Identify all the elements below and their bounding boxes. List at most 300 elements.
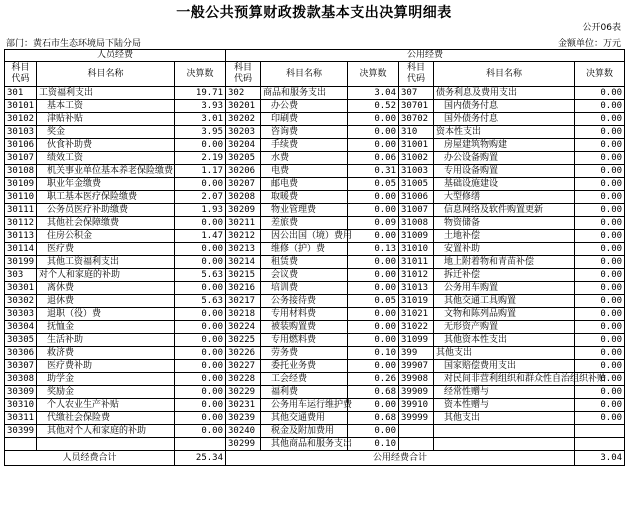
public-b-code-cell: 31003	[399, 165, 434, 178]
personnel-code-cell: 30301	[5, 282, 37, 295]
public-b-code-cell: 307	[399, 87, 434, 100]
public-b-amount-cell: 0.00	[575, 360, 625, 373]
public-b-name-cell: 土地补偿	[434, 230, 575, 243]
personnel-amount-cell: 0.00	[175, 178, 226, 191]
public-a-name-cell: 印刷费	[261, 113, 348, 126]
public-a-amount-cell: 0.00	[348, 360, 399, 373]
public-b-name-cell: 资本性赠与	[434, 399, 575, 412]
public-b-amount-cell: 0.00	[575, 347, 625, 360]
personnel-name-cell: 职业年金缴费	[37, 178, 175, 191]
public-b-amount-cell: 0.00	[575, 178, 625, 191]
personnel-code-cell	[5, 438, 37, 451]
public-b-code-cell: 31002	[399, 152, 434, 165]
personnel-amount-cell: 5.63	[175, 295, 226, 308]
public-a-name-cell: 商品和服务支出	[261, 87, 348, 100]
public-b-amount-cell: 0.00	[575, 152, 625, 165]
public-a-amount-cell: 0.00	[348, 399, 399, 412]
header-name: 科目名称	[434, 62, 575, 87]
public-a-amount-cell: 0.00	[348, 256, 399, 269]
public-a-amount-cell: 0.05	[348, 178, 399, 191]
personnel-code-cell: 30110	[5, 191, 37, 204]
public-b-code-cell: 39908	[399, 373, 434, 386]
department-label: 部门：黄石市生态环境局下陆分局	[6, 39, 142, 49]
public-a-name-cell: 其他商品和服务支出	[261, 438, 348, 451]
public-a-code-cell: 30206	[226, 165, 261, 178]
public-b-code-cell: 31013	[399, 282, 434, 295]
public-b-name-cell: 大型修缮	[434, 191, 575, 204]
public-a-amount-cell: 0.31	[348, 165, 399, 178]
public-a-amount-cell: 0.06	[348, 152, 399, 165]
public-a-code-cell: 30204	[226, 139, 261, 152]
public-b-code-cell	[399, 425, 434, 438]
public-b-amount-cell: 0.00	[575, 295, 625, 308]
personnel-name-cell: 抚恤金	[37, 321, 175, 334]
public-b-code-cell: 30702	[399, 113, 434, 126]
public-b-amount-cell: 0.00	[575, 269, 625, 282]
personnel-name-cell: 奖励金	[37, 386, 175, 399]
public-a-name-cell: 邮电费	[261, 178, 348, 191]
personnel-amount-cell: 0.00	[175, 399, 226, 412]
header-personnel: 人员经费	[5, 50, 226, 62]
table-code: 公开06表	[582, 23, 621, 33]
table-row	[5, 256, 625, 269]
public-a-amount-cell: 3.04	[348, 87, 399, 100]
personnel-amount-cell: 0.00	[175, 308, 226, 321]
public-b-amount-cell: 0.00	[575, 321, 625, 334]
public-b-code-cell: 31005	[399, 178, 434, 191]
table-row	[5, 412, 625, 425]
public-a-name-cell: 劳务费	[261, 347, 348, 360]
personnel-name-cell: 对个人和家庭的补助	[37, 269, 175, 282]
public-b-code-cell: 31006	[399, 191, 434, 204]
personnel-name-cell: 公务员医疗补助缴费	[37, 204, 175, 217]
personnel-code-cell: 30399	[5, 425, 37, 438]
personnel-code-cell: 30103	[5, 126, 37, 139]
personnel-amount-cell	[175, 438, 226, 451]
public-a-code-cell: 30218	[226, 308, 261, 321]
personnel-code-cell: 303	[5, 269, 37, 282]
public-a-amount-cell: 0.05	[348, 295, 399, 308]
public-a-amount-cell: 0.68	[348, 412, 399, 425]
public-b-name-cell: 其他资本性支出	[434, 334, 575, 347]
public-b-name-cell: 拆迁补偿	[434, 269, 575, 282]
personnel-code-cell: 30306	[5, 347, 37, 360]
personnel-code-cell: 30199	[5, 256, 37, 269]
public-a-name-cell: 公务接待费	[261, 295, 348, 308]
table-row	[5, 386, 625, 399]
public-a-code-cell: 30205	[226, 152, 261, 165]
public-b-code-cell	[399, 438, 434, 451]
public-a-name-cell: 福利费	[261, 386, 348, 399]
public-a-code-cell: 30216	[226, 282, 261, 295]
table-row	[5, 334, 625, 347]
public-b-code-cell: 31007	[399, 204, 434, 217]
public-b-name-cell: 国家赔偿费用支出	[434, 360, 575, 373]
personnel-name-cell: 医疗费	[37, 243, 175, 256]
personnel-amount-cell: 0.00	[175, 217, 226, 230]
personnel-name-cell: 医疗费补助	[37, 360, 175, 373]
public-b-amount-cell: 0.00	[575, 386, 625, 399]
public-a-amount-cell: 0.00	[348, 334, 399, 347]
personnel-amount-cell: 0.00	[175, 373, 226, 386]
table-row	[5, 230, 625, 243]
personnel-code-cell: 30304	[5, 321, 37, 334]
public-b-amount-cell: 0.00	[575, 373, 625, 386]
personnel-amount-cell: 5.63	[175, 269, 226, 282]
personnel-amount-cell: 0.00	[175, 334, 226, 347]
public-a-code-cell: 30299	[226, 438, 261, 451]
table-row	[5, 165, 625, 178]
table-row	[5, 87, 625, 100]
public-a-name-cell: 因公出国（境）费用	[261, 230, 348, 243]
personnel-amount-cell: 0.00	[175, 139, 226, 152]
public-b-code-cell: 31012	[399, 269, 434, 282]
personnel-name-cell: 助学金	[37, 373, 175, 386]
public-a-amount-cell: 0.00	[348, 308, 399, 321]
table-row	[5, 152, 625, 165]
public-total-value: 3.04	[575, 451, 625, 466]
header-amount: 决算数	[175, 62, 226, 87]
personnel-code-cell: 30106	[5, 139, 37, 152]
public-b-amount-cell: 0.00	[575, 87, 625, 100]
personnel-code-cell: 30111	[5, 204, 37, 217]
public-b-amount-cell: 0.00	[575, 230, 625, 243]
header-code: 科目 代码	[399, 62, 434, 87]
personnel-name-cell: 个人农业生产补贴	[37, 399, 175, 412]
personnel-amount-cell: 3.01	[175, 113, 226, 126]
personnel-code-cell: 30112	[5, 217, 37, 230]
personnel-name-cell: 津贴补贴	[37, 113, 175, 126]
public-b-name-cell: 信息网络及软件购置更新	[434, 204, 575, 217]
public-b-amount-cell	[575, 425, 625, 438]
table-row	[5, 308, 625, 321]
personnel-amount-cell: 0.00	[175, 282, 226, 295]
personnel-code-cell: 30311	[5, 412, 37, 425]
personnel-name-cell: 机关事业单位基本养老保险缴费	[37, 165, 175, 178]
public-b-name-cell: 其他交通工具购置	[434, 295, 575, 308]
public-a-name-cell: 维修（护）费	[261, 243, 348, 256]
personnel-name-cell: 住房公积金	[37, 230, 175, 243]
public-b-code-cell: 39909	[399, 386, 434, 399]
public-b-name-cell	[434, 438, 575, 451]
public-b-name-cell: 债务利息及费用支出	[434, 87, 575, 100]
table-row	[5, 399, 625, 412]
table-row	[5, 321, 625, 334]
header-code: 科目 代码	[5, 62, 37, 87]
public-b-code-cell: 39910	[399, 399, 434, 412]
header-amount: 决算数	[348, 62, 399, 87]
personnel-name-cell: 绩效工资	[37, 152, 175, 165]
personnel-amount-cell: 3.93	[175, 100, 226, 113]
personnel-code-cell: 30114	[5, 243, 37, 256]
personnel-name-cell: 离休费	[37, 282, 175, 295]
personnel-amount-cell: 1.93	[175, 204, 226, 217]
public-a-code-cell: 30203	[226, 126, 261, 139]
public-b-code-cell: 31010	[399, 243, 434, 256]
public-total-label: 公用经费合计	[226, 451, 575, 466]
public-a-code-cell: 30212	[226, 230, 261, 243]
public-a-code-cell: 30229	[226, 386, 261, 399]
table-row	[5, 217, 625, 230]
public-a-code-cell: 30217	[226, 295, 261, 308]
public-b-amount-cell: 0.00	[575, 191, 625, 204]
personnel-amount-cell: 3.95	[175, 126, 226, 139]
public-b-code-cell: 31001	[399, 139, 434, 152]
public-b-code-cell: 31011	[399, 256, 434, 269]
public-b-amount-cell: 0.00	[575, 139, 625, 152]
personnel-amount-cell: 1.47	[175, 230, 226, 243]
table-row	[5, 347, 625, 360]
public-b-amount-cell: 0.00	[575, 126, 625, 139]
public-a-name-cell: 被装购置费	[261, 321, 348, 334]
public-b-name-cell: 资本性支出	[434, 126, 575, 139]
public-b-amount-cell: 0.00	[575, 100, 625, 113]
public-a-amount-cell: 0.00	[348, 191, 399, 204]
public-a-code-cell: 30215	[226, 269, 261, 282]
public-b-amount-cell: 0.00	[575, 243, 625, 256]
public-b-amount-cell: 0.00	[575, 165, 625, 178]
public-a-code-cell: 30211	[226, 217, 261, 230]
public-b-name-cell: 办公设备购置	[434, 152, 575, 165]
table-row	[5, 269, 625, 282]
public-b-code-cell: 399	[399, 347, 434, 360]
personnel-name-cell: 救济费	[37, 347, 175, 360]
public-b-code-cell: 31008	[399, 217, 434, 230]
personnel-amount-cell: 0.00	[175, 256, 226, 269]
personnel-code-cell: 30302	[5, 295, 37, 308]
header-name: 科目名称	[37, 62, 175, 87]
personnel-amount-cell: 0.00	[175, 347, 226, 360]
personnel-amount-cell: 0.00	[175, 412, 226, 425]
public-b-name-cell: 其他支出	[434, 347, 575, 360]
public-b-code-cell: 30701	[399, 100, 434, 113]
public-a-amount-cell: 0.26	[348, 373, 399, 386]
personnel-code-cell: 301	[5, 87, 37, 100]
public-b-name-cell: 基础设施建设	[434, 178, 575, 191]
public-b-amount-cell: 0.00	[575, 113, 625, 126]
personnel-name-cell: 退休费	[37, 295, 175, 308]
personnel-amount-cell: 0.00	[175, 243, 226, 256]
public-a-code-cell: 30228	[226, 373, 261, 386]
personnel-amount-cell: 2.19	[175, 152, 226, 165]
public-a-code-cell: 30201	[226, 100, 261, 113]
public-b-name-cell: 其他支出	[434, 412, 575, 425]
personnel-name-cell	[37, 438, 175, 451]
table-row	[5, 425, 625, 438]
public-b-name-cell: 国内债务付息	[434, 100, 575, 113]
personnel-name-cell: 伙食补助费	[37, 139, 175, 152]
personnel-code-cell: 30107	[5, 152, 37, 165]
public-a-code-cell: 302	[226, 87, 261, 100]
public-b-code-cell: 310	[399, 126, 434, 139]
public-a-code-cell: 30202	[226, 113, 261, 126]
personnel-name-cell: 退职（役）费	[37, 308, 175, 321]
public-b-amount-cell: 0.00	[575, 412, 625, 425]
header-amount: 决算数	[575, 62, 625, 87]
public-a-name-cell: 取暖费	[261, 191, 348, 204]
public-a-name-cell: 会议费	[261, 269, 348, 282]
public-a-amount-cell: 0.10	[348, 347, 399, 360]
personnel-name-cell: 职工基本医疗保险缴费	[37, 191, 175, 204]
personnel-amount-cell: 0.00	[175, 321, 226, 334]
personnel-name-cell: 代缴社会保险费	[37, 412, 175, 425]
personnel-amount-cell: 1.17	[175, 165, 226, 178]
public-a-code-cell: 30208	[226, 191, 261, 204]
table-row	[5, 243, 625, 256]
public-a-name-cell: 其他交通费用	[261, 412, 348, 425]
public-a-amount-cell: 0.00	[348, 204, 399, 217]
public-a-name-cell: 工会经费	[261, 373, 348, 386]
public-b-name-cell: 无形资产购置	[434, 321, 575, 334]
public-b-name-cell: 专用设备购置	[434, 165, 575, 178]
personnel-total-label: 人员经费合计	[5, 451, 175, 466]
table-row	[5, 100, 625, 113]
public-a-amount-cell: 0.00	[348, 269, 399, 282]
public-a-name-cell: 租赁费	[261, 256, 348, 269]
public-a-name-cell: 水费	[261, 152, 348, 165]
totals-row	[5, 451, 625, 466]
unit-label: 金额单位：万元	[557, 39, 621, 49]
public-a-name-cell: 专用燃料费	[261, 334, 348, 347]
public-a-name-cell: 物业管理费	[261, 204, 348, 217]
public-b-code-cell: 31022	[399, 321, 434, 334]
public-b-name-cell: 安置补助	[434, 243, 575, 256]
public-a-amount-cell: 0.68	[348, 386, 399, 399]
header-row-group	[5, 50, 625, 62]
public-a-name-cell: 办公费	[261, 100, 348, 113]
report-title: 一般公共预算财政拨款基本支出决算明细表	[176, 5, 452, 21]
public-a-name-cell: 公务用车运行维护费	[261, 399, 348, 412]
public-b-code-cell: 39907	[399, 360, 434, 373]
personnel-code-cell: 30310	[5, 399, 37, 412]
public-a-name-cell: 咨询费	[261, 126, 348, 139]
public-a-name-cell: 手续费	[261, 139, 348, 152]
public-b-name-cell: 对民间非营利组织和群众性自治组织补贴	[434, 373, 575, 386]
public-a-amount-cell: 0.52	[348, 100, 399, 113]
table-row	[5, 373, 625, 386]
header-name: 科目名称	[261, 62, 348, 87]
public-a-name-cell: 委托业务费	[261, 360, 348, 373]
table-row	[5, 191, 625, 204]
personnel-name-cell: 生活补助	[37, 334, 175, 347]
personnel-name-cell: 基本工资	[37, 100, 175, 113]
public-a-name-cell: 培训费	[261, 282, 348, 295]
public-b-name-cell: 文物和陈列品购置	[434, 308, 575, 321]
public-b-amount-cell: 0.00	[575, 204, 625, 217]
public-b-amount-cell	[575, 438, 625, 451]
public-a-code-cell: 30239	[226, 412, 261, 425]
public-a-code-cell: 30231	[226, 399, 261, 412]
public-a-amount-cell: 0.00	[348, 113, 399, 126]
table-row	[5, 178, 625, 191]
personnel-amount-cell: 2.07	[175, 191, 226, 204]
personnel-code-cell: 30113	[5, 230, 37, 243]
public-a-name-cell: 电费	[261, 165, 348, 178]
personnel-name-cell: 奖金	[37, 126, 175, 139]
public-a-name-cell: 税金及附加费用	[261, 425, 348, 438]
public-b-amount-cell: 0.00	[575, 217, 625, 230]
public-b-code-cell: 31019	[399, 295, 434, 308]
public-b-name-cell: 房屋建筑物购建	[434, 139, 575, 152]
public-b-name-cell	[434, 425, 575, 438]
public-a-name-cell: 专用材料费	[261, 308, 348, 321]
public-a-amount-cell: 0.00	[348, 282, 399, 295]
personnel-total-value: 25.34	[175, 451, 226, 466]
public-b-amount-cell: 0.00	[575, 334, 625, 347]
personnel-amount-cell: 0.00	[175, 386, 226, 399]
public-b-name-cell: 经常性赠与	[434, 386, 575, 399]
table-row	[5, 113, 625, 126]
personnel-code-cell: 30102	[5, 113, 37, 126]
public-b-amount-cell: 0.00	[575, 308, 625, 321]
public-a-code-cell: 30226	[226, 347, 261, 360]
header-row-columns	[5, 62, 625, 87]
public-a-amount-cell: 0.13	[348, 243, 399, 256]
public-a-amount-cell: 0.00	[348, 321, 399, 334]
personnel-amount-cell: 19.71	[175, 87, 226, 100]
table-row	[5, 295, 625, 308]
public-a-name-cell: 差旅费	[261, 217, 348, 230]
public-a-code-cell: 30214	[226, 256, 261, 269]
header-public: 公用经费	[226, 50, 625, 62]
public-b-name-cell: 公务用车购置	[434, 282, 575, 295]
table-row	[5, 204, 625, 217]
personnel-name-cell: 工资福利支出	[37, 87, 175, 100]
expenditure-table	[4, 49, 625, 466]
public-a-amount-cell: 0.00	[348, 139, 399, 152]
public-a-code-cell: 30209	[226, 204, 261, 217]
public-b-name-cell: 地上附着物和青苗补偿	[434, 256, 575, 269]
public-b-code-cell: 31009	[399, 230, 434, 243]
personnel-code-cell: 30108	[5, 165, 37, 178]
public-a-code-cell: 30213	[226, 243, 261, 256]
public-a-amount-cell: 0.00	[348, 425, 399, 438]
personnel-name-cell: 其他对个人和家庭的补助	[37, 425, 175, 438]
public-b-amount-cell: 0.00	[575, 399, 625, 412]
personnel-amount-cell: 0.00	[175, 360, 226, 373]
personnel-code-cell: 30109	[5, 178, 37, 191]
personnel-name-cell: 其他社会保障缴费	[37, 217, 175, 230]
personnel-code-cell: 30101	[5, 100, 37, 113]
public-b-amount-cell: 0.00	[575, 282, 625, 295]
public-b-code-cell: 31021	[399, 308, 434, 321]
personnel-code-cell: 30307	[5, 360, 37, 373]
personnel-amount-cell: 0.00	[175, 425, 226, 438]
public-a-code-cell: 30207	[226, 178, 261, 191]
personnel-code-cell: 30308	[5, 373, 37, 386]
public-a-code-cell: 30227	[226, 360, 261, 373]
public-a-amount-cell: 0.10	[348, 438, 399, 451]
public-a-code-cell: 30225	[226, 334, 261, 347]
header-code: 科目 代码	[226, 62, 261, 87]
public-b-amount-cell: 0.00	[575, 256, 625, 269]
public-a-code-cell: 30224	[226, 321, 261, 334]
table-row	[5, 282, 625, 295]
public-a-amount-cell: 0.00	[348, 126, 399, 139]
public-a-amount-cell: 0.00	[348, 230, 399, 243]
public-b-name-cell: 物资储备	[434, 217, 575, 230]
public-a-code-cell: 30240	[226, 425, 261, 438]
personnel-name-cell: 其他工资福利支出	[37, 256, 175, 269]
personnel-code-cell: 30309	[5, 386, 37, 399]
public-b-name-cell: 国外债务付息	[434, 113, 575, 126]
table-row	[5, 360, 625, 373]
table-row	[5, 126, 625, 139]
table-row	[5, 139, 625, 152]
table-row	[5, 438, 625, 451]
public-b-code-cell: 31099	[399, 334, 434, 347]
public-a-amount-cell: 0.09	[348, 217, 399, 230]
